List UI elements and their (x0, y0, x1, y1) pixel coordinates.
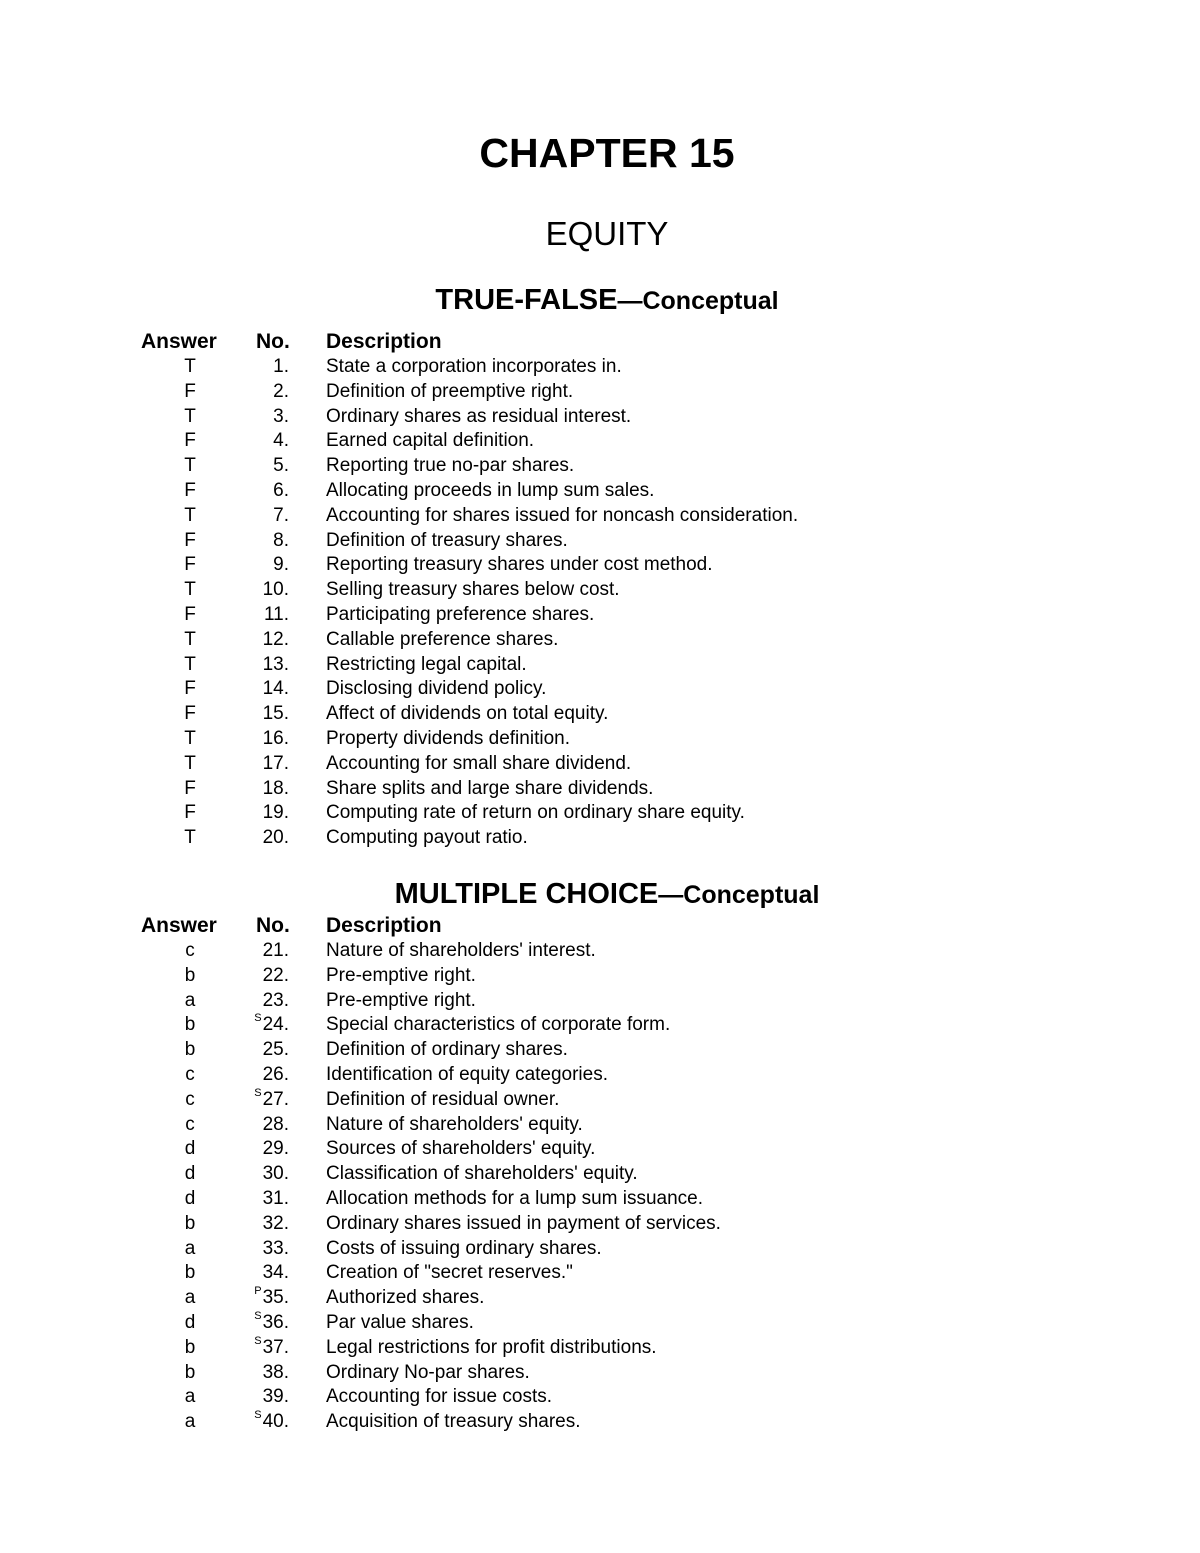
answer-cell: d (184, 1163, 196, 1185)
description-cell: Earned capital definition. (326, 430, 535, 452)
answer-cell: a (184, 1287, 196, 1309)
description-cell: Reporting treasury shares under cost method. (326, 554, 713, 576)
description-cell: Selling treasury shares below cost. (326, 579, 620, 601)
number-cell (230, 1137, 289, 1162)
table-row (0, 578, 1200, 603)
table-row (0, 603, 1200, 628)
number-cell (230, 752, 289, 777)
table-row (0, 1385, 1200, 1410)
answer-cell: T (184, 504, 196, 526)
item-marker: S (254, 1086, 262, 1099)
number-cell (230, 1113, 289, 1138)
multiple-choice-heading (0, 876, 1200, 913)
chapter-title: CHAPTER 15 (479, 130, 735, 176)
table-row (0, 529, 1200, 554)
description-cell: Definition of treasury shares. (326, 529, 568, 551)
item-number: 21. (262, 940, 289, 961)
heading-sub: —Conceptual (617, 287, 779, 315)
item-number: 7. (273, 504, 289, 526)
answer-cell: b (184, 1336, 196, 1358)
item-number: 31. (262, 1187, 289, 1209)
answer-cell: b (184, 1039, 196, 1061)
description-cell: Definition of ordinary shares. (326, 1039, 568, 1061)
number-cell (230, 355, 289, 380)
answer-cell: T (184, 405, 196, 427)
number-cell (230, 479, 289, 504)
number-cell (230, 801, 289, 826)
answer-cell: a (184, 1237, 196, 1259)
item-number: 37. (262, 1336, 289, 1358)
column-header-answer: Answer (141, 914, 217, 937)
item-number: 6. (273, 479, 289, 501)
table-row (0, 1361, 1200, 1386)
answer-cell: F (184, 554, 196, 576)
item-number: 40. (262, 1411, 289, 1433)
multiple-choice-rows (0, 939, 1200, 1435)
item-number: 25. (262, 1039, 289, 1061)
column-header-description: Description (326, 330, 442, 353)
answer-cell: c (185, 1113, 195, 1135)
table-row (0, 355, 1200, 380)
item-number: 3. (273, 405, 289, 427)
table-row (0, 1410, 1200, 1435)
item-number: 9. (273, 554, 289, 576)
description-cell: Disclosing dividend policy. (326, 678, 547, 700)
number-cell (230, 454, 289, 479)
item-number: 22. (262, 964, 289, 986)
item-number: 15. (262, 703, 289, 725)
answer-cell: F (184, 603, 196, 625)
table-row (0, 1187, 1200, 1212)
item-marker: S (254, 1409, 262, 1422)
description-cell: Sources of shareholders' equity. (326, 1138, 596, 1160)
table-row (0, 702, 1200, 727)
table-row (0, 939, 1200, 964)
description-cell: Pre-emptive right. (326, 989, 476, 1011)
answer-cell: F (184, 777, 196, 799)
number-cell (230, 1088, 289, 1113)
true-false-table (0, 328, 1200, 851)
table-row (0, 1286, 1200, 1311)
item-marker: P (254, 1285, 262, 1298)
table-row (0, 964, 1200, 989)
answer-cell: d (184, 1138, 196, 1160)
table-row (0, 405, 1200, 430)
description-cell: Legal restrictions for profit distributions. (326, 1336, 657, 1358)
number-cell (230, 777, 289, 802)
table-row (0, 677, 1200, 702)
answer-cell: T (184, 356, 196, 377)
item-number: 14. (262, 678, 289, 700)
description-cell: Allocation methods for a lump sum issuance. (326, 1187, 704, 1209)
table-row (0, 1162, 1200, 1187)
number-cell (230, 1361, 289, 1386)
table-header (0, 912, 1200, 939)
description-cell: Accounting for shares issued for noncash consideration. (326, 504, 799, 526)
answer-cell: F (184, 380, 196, 402)
column-header-no: No. (256, 330, 290, 353)
description-cell: Special characteristics of corporate form. (326, 1014, 671, 1036)
item-number: 2. (273, 380, 289, 402)
number-cell (230, 380, 289, 405)
item-number: 38. (262, 1361, 289, 1383)
multiple-choice-table (0, 912, 1200, 1435)
item-number: 30. (262, 1163, 289, 1185)
number-cell (230, 578, 289, 603)
answer-cell: T (184, 727, 196, 749)
number-cell (230, 1286, 289, 1311)
table-row (0, 777, 1200, 802)
answer-cell: F (184, 703, 196, 725)
table-row (0, 1336, 1200, 1361)
answer-cell: T (184, 752, 196, 774)
answer-cell: T (184, 827, 196, 849)
item-number: 12. (262, 628, 289, 650)
description-cell: Restricting legal capital. (326, 653, 527, 675)
number-cell (230, 1410, 289, 1435)
answer-cell: b (184, 1212, 196, 1234)
table-row (0, 752, 1200, 777)
item-number: 24. (262, 1014, 289, 1036)
answer-cell: T (184, 455, 196, 477)
number-cell (230, 1237, 289, 1262)
table-row (0, 1311, 1200, 1336)
true-false-heading (0, 282, 1200, 319)
table-header (0, 328, 1200, 355)
table-row (0, 826, 1200, 851)
description-cell: State a corporation incorporates in. (326, 356, 622, 377)
description-cell: Affect of dividends on total equity. (326, 703, 609, 725)
answer-cell: F (184, 479, 196, 501)
table-row (0, 1088, 1200, 1113)
item-number: 18. (262, 777, 289, 799)
column-header-answer: Answer (141, 330, 217, 353)
description-cell: Ordinary No-par shares. (326, 1361, 530, 1383)
item-number: 33. (262, 1237, 289, 1259)
number-cell (230, 553, 289, 578)
item-number: 27. (262, 1088, 289, 1110)
item-number: 5. (273, 455, 289, 477)
table-row (0, 553, 1200, 578)
number-cell (230, 702, 289, 727)
table-row (0, 1038, 1200, 1063)
number-cell (230, 405, 289, 430)
number-cell (230, 529, 289, 554)
number-cell (230, 603, 289, 628)
item-number: 16. (262, 727, 289, 749)
answer-cell: c (185, 1088, 195, 1110)
answer-cell: F (184, 678, 196, 700)
description-cell: Pre-emptive right. (326, 964, 476, 986)
item-number: 35. (262, 1287, 289, 1309)
item-number: 13. (262, 653, 289, 675)
answer-cell: b (184, 1014, 196, 1036)
item-number: 11. (263, 603, 289, 625)
description-cell: Costs of issuing ordinary shares. (326, 1237, 602, 1259)
table-row (0, 504, 1200, 529)
description-cell: Share splits and large share dividends. (326, 777, 654, 799)
answer-cell: c (185, 1063, 195, 1085)
description-cell: Nature of shareholders' equity. (326, 1113, 583, 1135)
answer-cell: c (185, 940, 195, 961)
number-cell (230, 1311, 289, 1336)
description-cell: Acquisition of treasury shares. (326, 1411, 581, 1433)
answer-cell: F (184, 430, 196, 452)
item-marker: S (254, 1309, 262, 1322)
description-cell: Authorized shares. (326, 1287, 485, 1309)
table-row (0, 801, 1200, 826)
answer-cell: T (184, 628, 196, 650)
item-number: 32. (262, 1212, 289, 1234)
number-cell (230, 989, 289, 1014)
description-cell: Computing payout ratio. (326, 827, 528, 849)
number-cell (230, 1162, 289, 1187)
answer-cell: a (184, 1411, 196, 1433)
table-row (0, 1137, 1200, 1162)
item-number: 19. (262, 802, 289, 824)
description-cell: Nature of shareholders' interest. (326, 940, 596, 961)
column-header-description: Description (326, 914, 442, 937)
number-cell (230, 964, 289, 989)
description-cell: Par value shares. (326, 1311, 474, 1333)
answer-cell: a (184, 1386, 196, 1408)
section-title: EQUITY (545, 215, 669, 252)
number-cell (230, 939, 289, 964)
number-cell (230, 1385, 289, 1410)
description-cell: Ordinary shares issued in payment of services. (326, 1212, 721, 1234)
item-number: 34. (262, 1262, 289, 1284)
column-header-no: No. (256, 914, 290, 937)
number-cell (230, 1187, 289, 1212)
table-row (0, 1261, 1200, 1286)
table-row (0, 628, 1200, 653)
number-cell (230, 677, 289, 702)
answer-cell: b (184, 1262, 196, 1284)
answer-cell: F (184, 529, 196, 551)
heading-main: MULTIPLE CHOICE (394, 878, 659, 910)
number-cell (230, 504, 289, 529)
description-cell: Accounting for small share dividend. (326, 752, 632, 774)
description-cell: Accounting for issue costs. (326, 1386, 552, 1408)
number-cell (230, 1038, 289, 1063)
table-row (0, 1212, 1200, 1237)
number-cell (230, 1063, 289, 1088)
true-false-rows (0, 355, 1200, 851)
item-number: 1. (273, 356, 289, 377)
description-cell: Definition of residual owner. (326, 1088, 560, 1110)
answer-cell: a (184, 989, 196, 1011)
answer-cell: d (184, 1311, 196, 1333)
table-row (0, 727, 1200, 752)
table-row (0, 1237, 1200, 1262)
table-row (0, 653, 1200, 678)
description-cell: Property dividends definition. (326, 727, 570, 749)
description-cell: Definition of preemptive right. (326, 380, 574, 402)
answer-cell: T (184, 653, 196, 675)
answer-cell: T (184, 579, 196, 601)
description-cell: Classification of shareholders' equity. (326, 1163, 638, 1185)
number-cell (230, 1013, 289, 1038)
number-cell (230, 1212, 289, 1237)
item-number: 29. (262, 1138, 289, 1160)
table-row (0, 454, 1200, 479)
table-row (0, 1063, 1200, 1088)
number-cell (230, 429, 289, 454)
item-number: 26. (262, 1063, 289, 1085)
description-cell: Callable preference shares. (326, 628, 559, 650)
table-row (0, 1013, 1200, 1038)
item-number: 20. (262, 827, 289, 849)
table-row (0, 380, 1200, 405)
answer-cell: b (184, 1361, 196, 1383)
item-number: 39. (262, 1386, 289, 1408)
number-cell (230, 1336, 289, 1361)
number-cell (230, 628, 289, 653)
description-cell: Participating preference shares. (326, 603, 595, 625)
item-marker: S (254, 1334, 262, 1347)
table-row (0, 1113, 1200, 1138)
answer-cell: d (184, 1187, 196, 1209)
item-number: 36. (262, 1311, 289, 1333)
description-cell: Identification of equity categories. (326, 1063, 609, 1085)
answer-cell: F (184, 802, 196, 824)
number-cell (230, 1261, 289, 1286)
description-cell: Allocating proceeds in lump sum sales. (326, 479, 655, 501)
heading-sub: —Conceptual (658, 881, 820, 909)
item-number: 28. (262, 1113, 289, 1135)
item-number: 8. (273, 529, 289, 551)
heading-main: TRUE-FALSE (435, 284, 618, 316)
item-number: 4. (273, 430, 289, 452)
table-row (0, 479, 1200, 504)
answer-cell: b (184, 964, 196, 986)
table-row (0, 429, 1200, 454)
description-cell: Creation of "secret reserves." (326, 1262, 573, 1284)
item-number: 10. (262, 579, 289, 601)
number-cell (230, 826, 289, 851)
number-cell (230, 727, 289, 752)
number-cell (230, 653, 289, 678)
item-marker: S (254, 1012, 262, 1025)
description-cell: Ordinary shares as residual interest. (326, 405, 632, 427)
description-cell: Reporting true no-par shares. (326, 455, 575, 477)
description-cell: Computing rate of return on ordinary share equity. (326, 802, 745, 824)
table-row (0, 989, 1200, 1014)
item-number: 23. (262, 989, 289, 1011)
item-number: 17. (262, 752, 289, 774)
